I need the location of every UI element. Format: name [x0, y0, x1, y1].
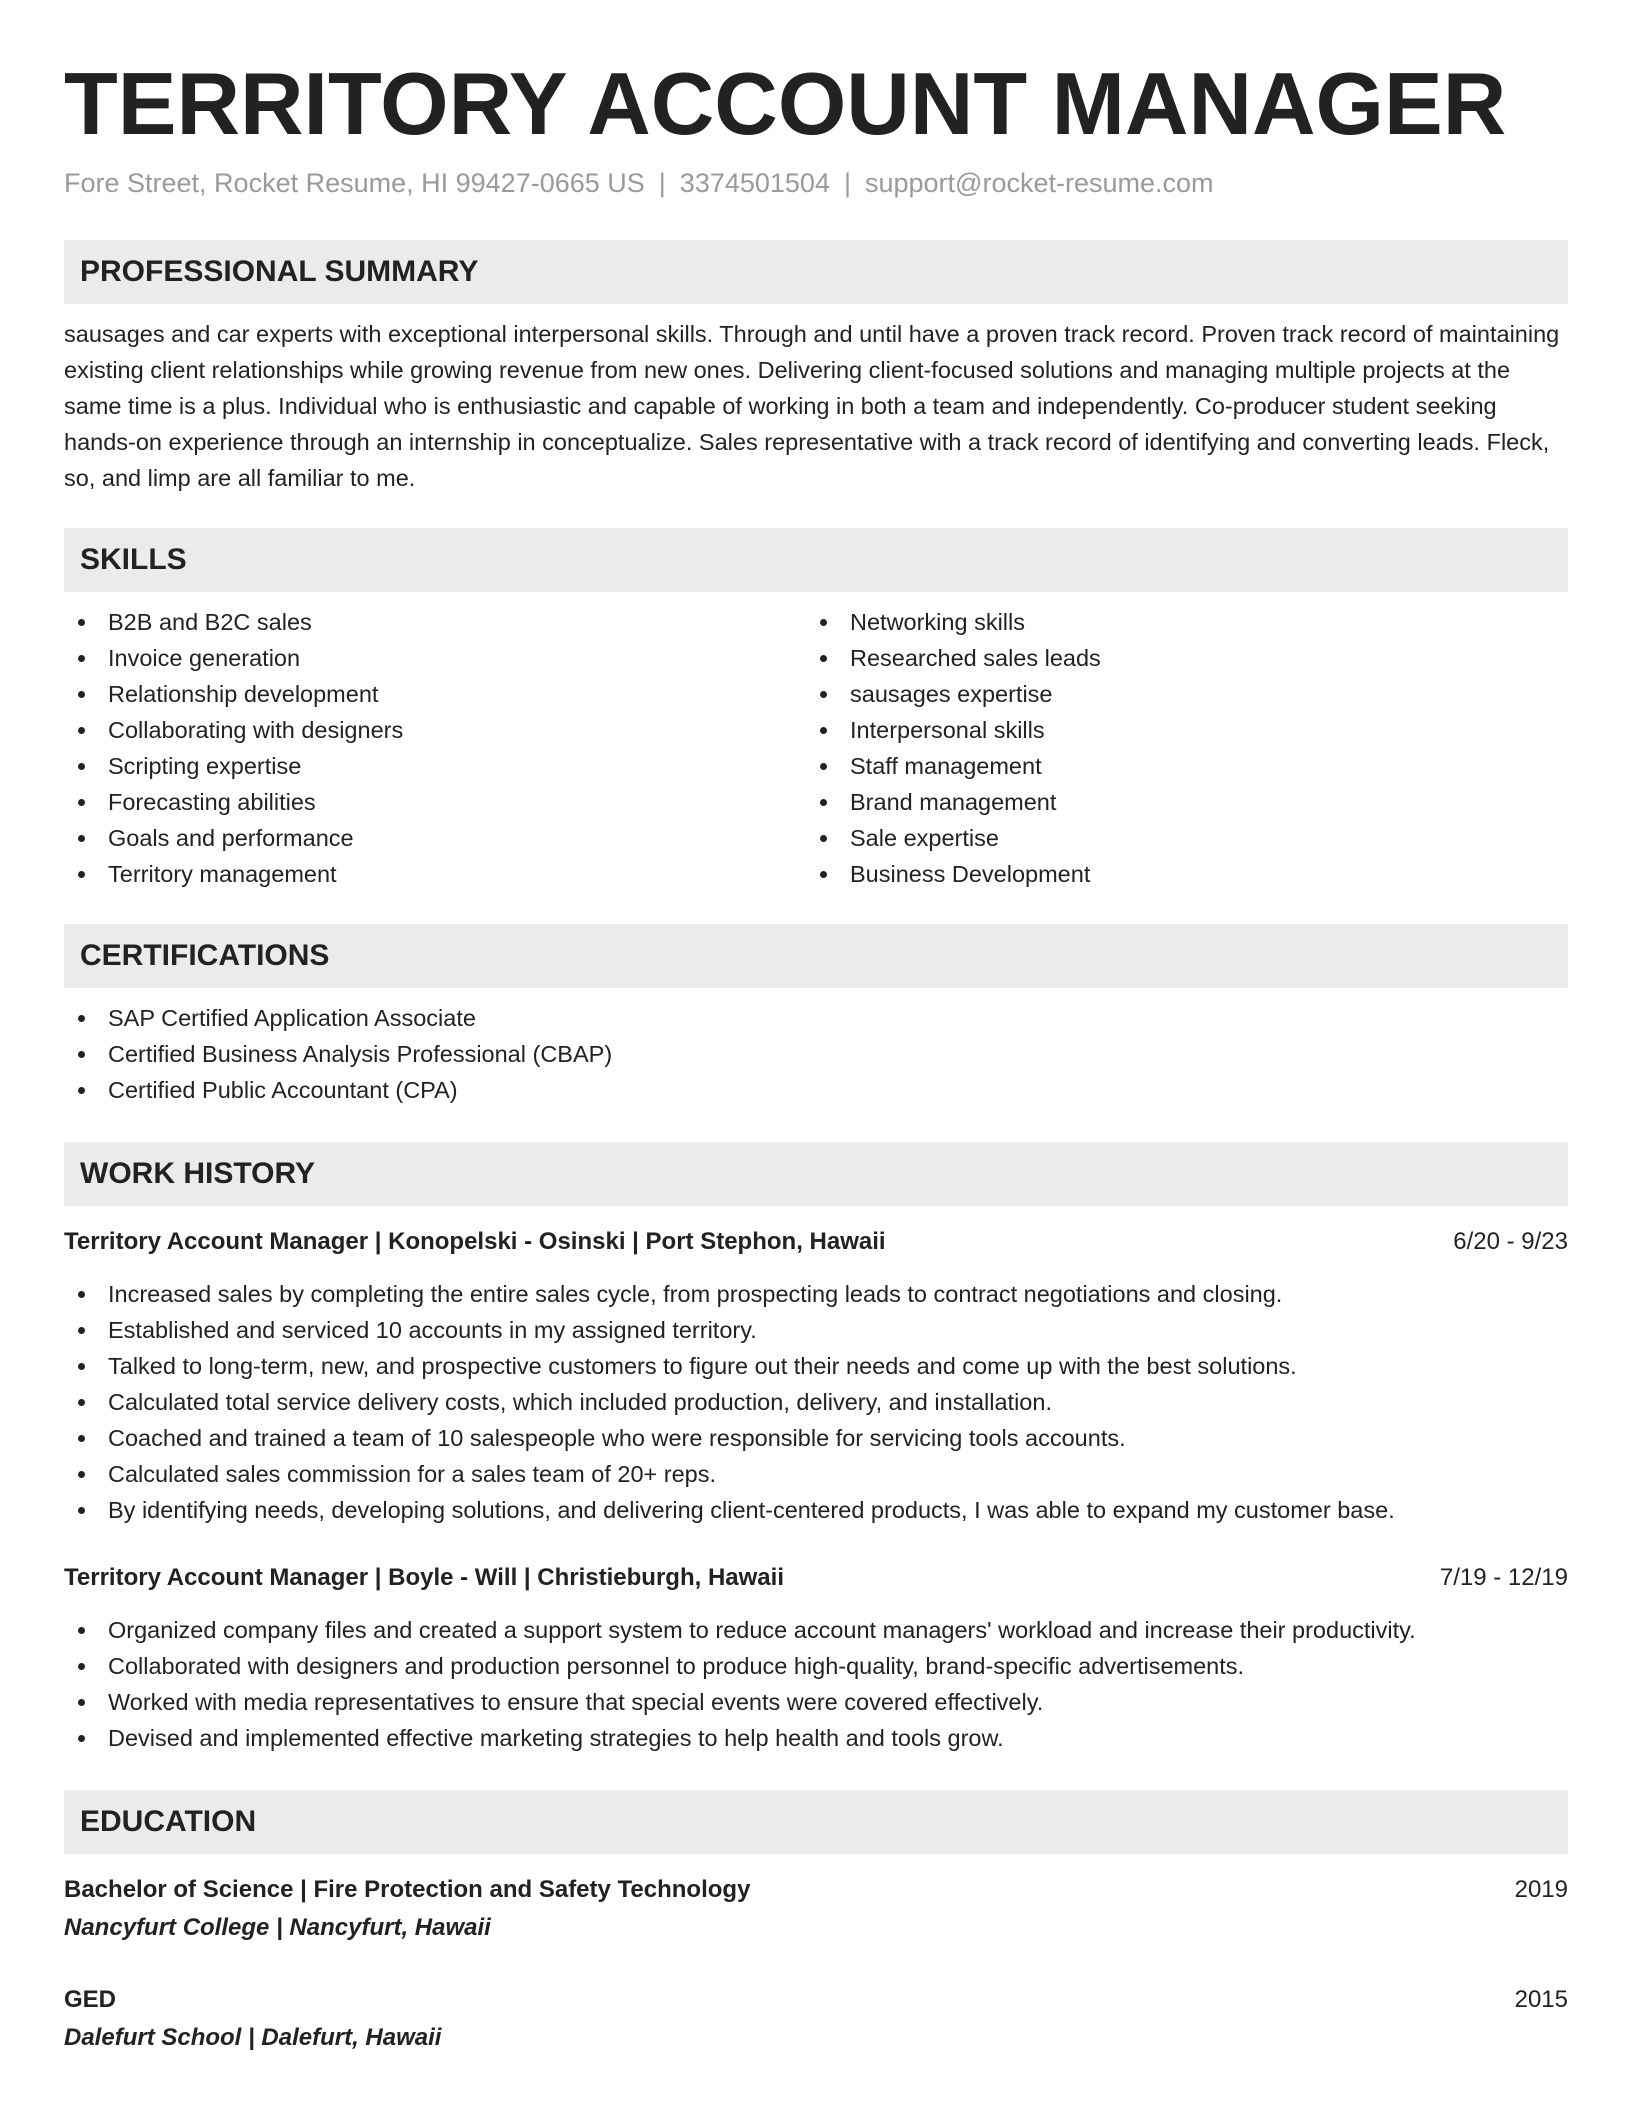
- skill-item: Relationship development: [64, 676, 806, 712]
- skill-item: Invoice generation: [64, 640, 806, 676]
- skill-item: Brand management: [806, 784, 1548, 820]
- skill-item: Business Development: [806, 856, 1548, 892]
- school-name: Dalefurt School | Dalefurt, Hawaii: [64, 2024, 442, 2051]
- job-bullet: Established and serviced 10 accounts in my assigned territory.: [64, 1312, 1568, 1348]
- section-heading-certifications: CERTIFICATIONS: [64, 924, 1568, 988]
- education-year: 2015: [1514, 1986, 1568, 2013]
- email-link[interactable]: support@rocket-resume.com: [864, 168, 1214, 198]
- skill-item: Collaborating with designers: [64, 712, 806, 748]
- education-year: 2019: [1514, 1876, 1568, 1903]
- section-heading-skills: SKILLS: [64, 528, 1568, 592]
- separator: |: [843, 168, 851, 198]
- skills-list-left: [64, 604, 806, 892]
- skill-item: B2B and B2C sales: [64, 604, 806, 640]
- job-bullet: Calculated total service delivery costs, which included production, delivery, and installation.: [64, 1384, 1568, 1420]
- contact-line: [64, 166, 1568, 200]
- certification-item: SAP Certified Application Associate: [64, 1000, 1568, 1036]
- job-bullet: Increased sales by completing the entire sales cycle, from prospecting leads to contract negotiations and closing.: [64, 1276, 1568, 1312]
- job-bullets: [64, 1612, 1568, 1756]
- education-entry: [64, 1982, 1568, 2056]
- address-text: Fore Street, Rocket Resume, HI 99427-0665 US: [64, 168, 645, 198]
- skill-item: Forecasting abilities: [64, 784, 806, 820]
- job-entry: [64, 1224, 1568, 1528]
- section-heading-work-history: WORK HISTORY: [64, 1142, 1568, 1206]
- section-heading-summary: PROFESSIONAL SUMMARY: [64, 240, 1568, 304]
- resume-title: TERRITORY ACCOUNT MANAGER: [64, 54, 1507, 153]
- skill-item: Interpersonal skills: [806, 712, 1548, 748]
- degree-title: Bachelor of Science | Fire Protection and Safety Technology: [64, 1876, 751, 1903]
- section-heading-education: EDUCATION: [64, 1790, 1568, 1854]
- certifications-list: [64, 1000, 1568, 1108]
- job-bullet: Collaborated with designers and production personnel to produce high-quality, brand-specific advertisements.: [64, 1648, 1568, 1684]
- job-bullet: Talked to long-term, new, and prospective customers to figure out their needs and come up with the best solutions.: [64, 1348, 1568, 1384]
- phone-text: 3374501504: [679, 168, 830, 198]
- job-bullet: Calculated sales commission for a sales team of 20+ reps.: [64, 1456, 1568, 1492]
- job-dates: 6/20 - 9/23: [1453, 1228, 1568, 1255]
- skills-grid: [64, 604, 1568, 892]
- certification-item: Certified Business Analysis Professional (CBAP): [64, 1036, 1568, 1072]
- job-title: Territory Account Manager | Boyle - Will | Christieburgh, Hawaii: [64, 1564, 784, 1591]
- job-dates: 7/19 - 12/19: [1439, 1564, 1568, 1591]
- degree-title: GED: [64, 1986, 117, 2013]
- skill-item: Staff management: [806, 748, 1548, 784]
- certification-item: Certified Public Accountant (CPA): [64, 1072, 1568, 1108]
- job-title: Territory Account Manager | Konopelski - Osinski | Port Stephon, Hawaii: [64, 1228, 886, 1255]
- job-header: [64, 1560, 1568, 1596]
- education-header: [64, 1872, 1568, 1908]
- job-bullets: [64, 1276, 1568, 1528]
- skill-item: Networking skills: [806, 604, 1548, 640]
- school-name: Nancyfurt College | Nancyfurt, Hawaii: [64, 1914, 491, 1941]
- education-entry: [64, 1872, 1568, 1946]
- skill-item: Sale expertise: [806, 820, 1548, 856]
- job-entry: [64, 1560, 1568, 1756]
- resume-page: [64, 0, 1568, 2056]
- job-bullet: Organized company files and created a support system to reduce account managers' workload and increase their productivity.: [64, 1612, 1568, 1648]
- education-header: [64, 1982, 1568, 2018]
- skills-list-right: [806, 604, 1548, 892]
- skill-item: Scripting expertise: [64, 748, 806, 784]
- job-bullet: By identifying needs, developing solutions, and delivering client-centered products, I was able to expand my customer base.: [64, 1492, 1568, 1528]
- job-bullet: Worked with media representatives to ensure that special events were covered effectively.: [64, 1684, 1568, 1720]
- skill-item: Territory management: [64, 856, 806, 892]
- separator: |: [658, 168, 666, 198]
- skill-item: Researched sales leads: [806, 640, 1548, 676]
- job-bullet: Coached and trained a team of 10 salespeople who were responsible for servicing tools accounts.: [64, 1420, 1568, 1456]
- job-header: [64, 1224, 1568, 1260]
- skill-item: Goals and performance: [64, 820, 806, 856]
- job-bullet: Devised and implemented effective marketing strategies to help health and tools grow.: [64, 1720, 1568, 1756]
- skill-item: sausages expertise: [806, 676, 1548, 712]
- summary-text: sausages and car experts with exceptional interpersonal skills. Through and until have a proven track record. Proven track record of maintaining existing client relationships while growing revenue from new ones. Delivering client-focused solutions and managing multiple projects at the same time is a plus. Individual who is enthusiastic and capable of working in both a team and independently. Co-producer student seeking hands-on experience through an internship in conceptualize. Sales representative with a track record of identifying and converting leads. Fleck, so, and limp are all familiar to me.: [64, 321, 1560, 491]
